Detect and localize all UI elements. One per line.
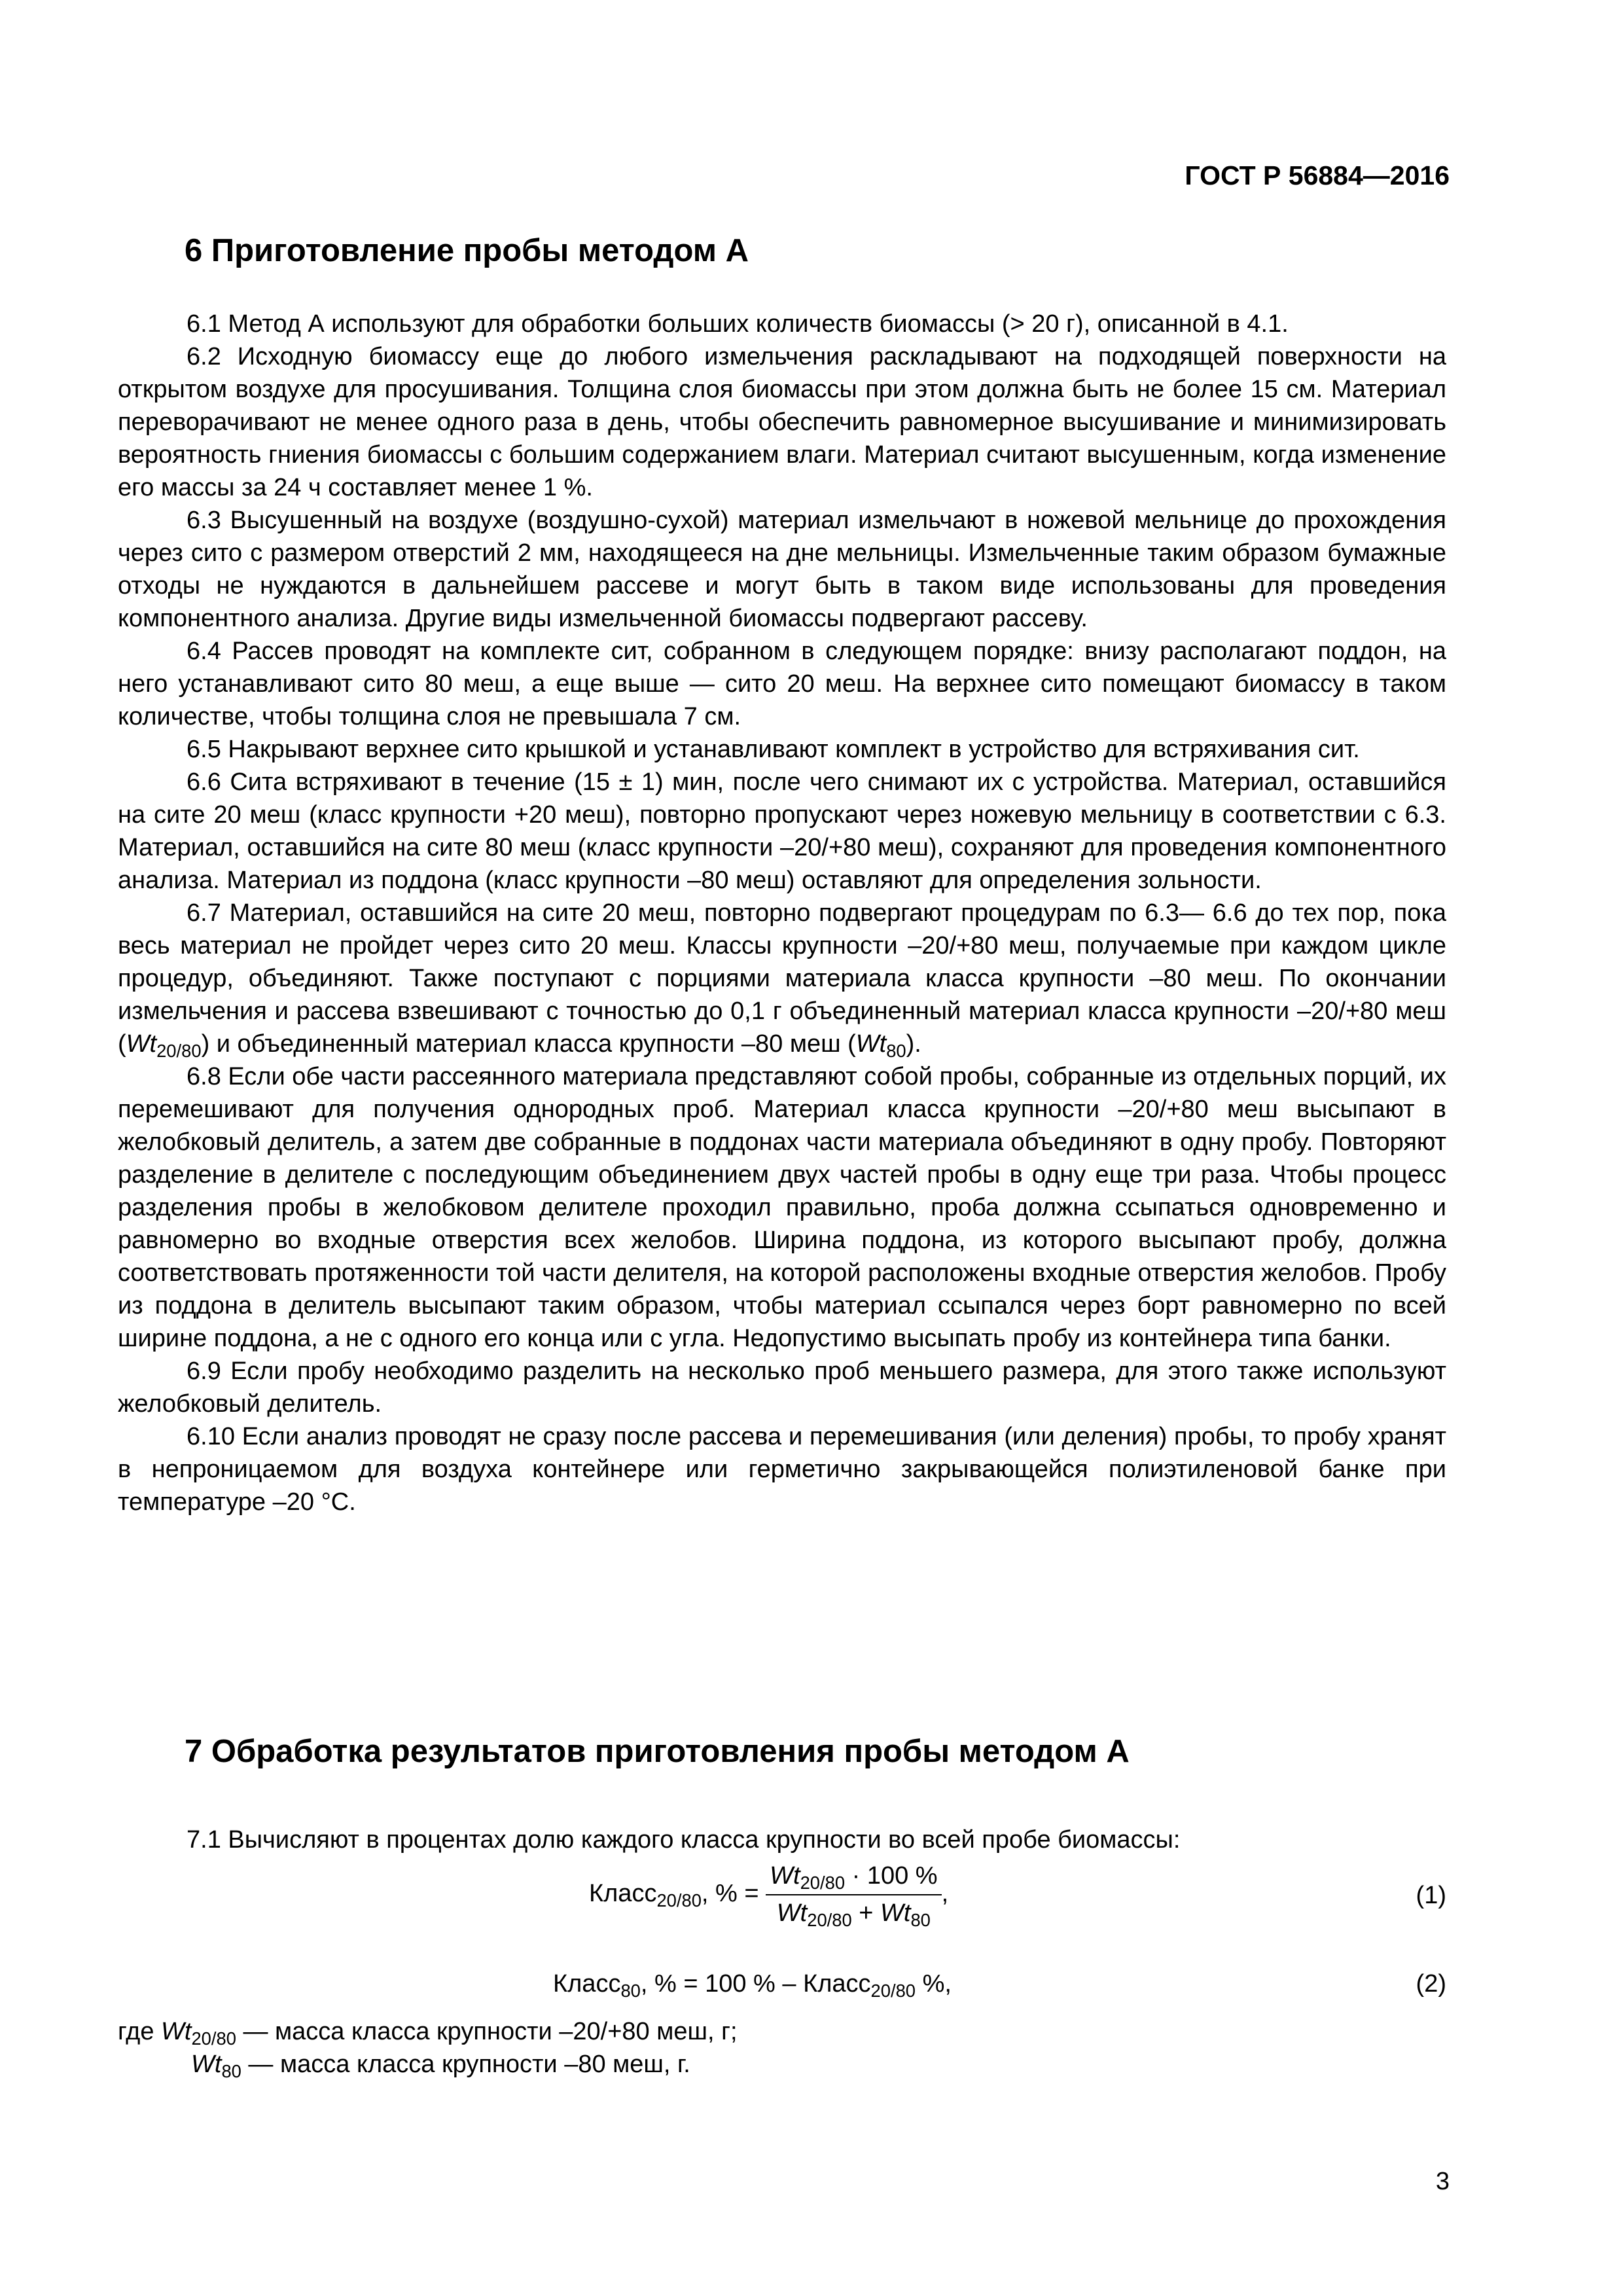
formula-1-lhs (589, 1880, 759, 1911)
paragraph-7-1: 7.1 Вычисляют в процентах долю каждого класса крупности во всей пробе биомассы: (187, 1826, 1181, 1854)
wt-symbol: Wt (191, 2051, 222, 2078)
class-subscript: 80 (620, 1981, 641, 2001)
section-7-heading: 7 Обработка результатов приготовления пробы методом А (185, 1734, 1130, 1769)
paragraph-6-5: 6.5 Накрывают верхнее сито крышкой и устанавливают комплект в устройство для встряхивания сит. (187, 736, 1360, 763)
formula-1 (118, 1862, 1446, 1947)
where-definition: — масса класса крупности –20/+80 меш, г; (236, 2018, 738, 2045)
where-line-2 (191, 2049, 690, 2080)
formula-1-expression (589, 1862, 949, 1931)
class-subscript: 20/80 (656, 1890, 702, 1911)
paragraph-6-7-part-c: ). (906, 1030, 921, 1058)
wt-subscript: 20/80 (800, 1873, 846, 1893)
paragraph-6-1: 6.1 Метод А используют для обработки больших количеств биомассы (> 20 г), описанной в 4.1. (187, 310, 1289, 338)
formula-2-expression (553, 1970, 952, 2001)
fraction-numerator (766, 1862, 941, 1895)
paragraph-6-2: 6.2 Исходную биомассу еще до любого измельчения раскладывают на подходящей поверхности на открытом воздухе для просушивания. Толщина слоя биомассы при этом должна быть не более 15 см. Материал переворачивают не менее одного раза в день, чтобы обеспечить равномерное высушивание и минимизировать вероятность гниения биомассы с большим содержанием влаги. Материал считают высушенным, когда изменение его массы за 24 ч составляет менее 1 %. (118, 343, 1446, 501)
paragraph-6-7-part-b: ) и объединенный материал класса крупности –80 меш ( (201, 1030, 856, 1058)
page-number: 3 (1435, 2168, 1450, 2195)
section-6-heading: 6 Приготовление пробы методом А (185, 233, 749, 268)
paragraph-6-3: 6.3 Высушенный на воздухе (воздушно-сухой) материал измельчают в ножевой мельнице до прохождения через сито с размером отверстий 2 мм, находящееся на дне мельницы. Измельченные таким образом бумажные отходы не нуждаются в дальнейшем рассеве и могут быть в таком виде использованы для проведения компонентного анализа. Другие виды измельченной биомассы подвергают рассеву. (118, 507, 1446, 632)
plus-sign: + (851, 1899, 881, 1927)
paragraph-6-7-part-a: 6.7 Материал, оставшийся на сите 20 меш, повторно подвергают процедурам по 6.3— 6.6 до тех пор, пока весь материал не пройдет через сито 20 меш. Классы крупности –20/+80 меш, получаемые при каждом цикле процедур, объединяют. Также поступают с порциями материала класса крупности –80 меш. По окончании измельчения и рассева взвешивают с точностью до 0,1 г объединенный материал класса крупности –20/+80 меш ( (118, 899, 1446, 1058)
fraction-denominator (766, 1895, 941, 1931)
where-definition: — масса класса крупности –80 меш, г. (241, 2051, 690, 2078)
wt-subscript-80: 80 (886, 1041, 906, 1062)
document-code: ГОСТ Р 56884—2016 (1185, 160, 1450, 190)
paragraph-6-4: 6.4 Рассев проводят на комплекте сит, собранном в следующем порядке: внизу располагают поддон, на него устанавливают сито 80 меш, а еще выше — сито 20 меш. На верхнее сито помещают биомассу в таком количестве, чтобы толщина слоя не превышала 7 см. (118, 637, 1446, 730)
class-label: Класс (589, 1880, 657, 1908)
class-subscript: 20/80 (870, 1981, 916, 2001)
where-line-1 (118, 2016, 738, 2047)
formula-2-number: (2) (1416, 1970, 1446, 1998)
lhs-tail: , % = (701, 1880, 759, 1908)
wt-subscript: 20/80 (191, 2028, 236, 2049)
wt-symbol: Wt (126, 1030, 157, 1058)
paragraph-6-8: 6.8 Если обе части рассеянного материала представляют собой пробы, собранные из отдельных порций, их перемешивают для получения однородных проб. Материал класса крупности –20/+80 меш высыпают в желобковый делитель, а затем две собранные в поддонах части материала объединяют в одну пробу. Повторяют разделение в делителе с последующим объединением двух частей пробы в одну еще три раза. Чтобы процесс разделения пробы в желобковом делителе проходил правильно, проба должна ссыпаться одновременно и равномерно во входные отверстия всех желобов. Ширина поддона, из которого высыпают пробу, должна соответствовать протяженности той части делителя, на которой расположены входные отверстия желобов. Пробу из поддона в делитель высыпают таким образом, чтобы материал ссыпался через борт равномерно по всей ширине поддона, а не с одного его конца или с угла. Недопустимо высыпать пробу из контейнера типа банки. (118, 1063, 1446, 1352)
where-prefix: где (118, 2018, 162, 2045)
wt-symbol: Wt (770, 1862, 800, 1890)
wt-subscript: 80 (221, 2061, 241, 2082)
paragraph-6-6: 6.6 Сита встряхивают в течение (15 ± 1) мин, после чего снимают их с устройства. Материал, оставшийся на сите 20 меш (класс крупности +20 меш), повторно пропускают через ножевую мельницу в соответствии с 6.3. Материал, оставшийся на сите 80 меш (класс крупности –20/+80 меш), сохраняют для проведения компонентного анализа. Материал из поддона (класс крупности –80 меш) оставляют для определения зольности. (118, 768, 1446, 894)
paragraph-6-10: 6.10 Если анализ проводят не сразу после рассева и перемешивания (или деления) пробы, то пробу хранят в непроницаемом для воздуха контейнере или герметично закрывающейся полиэтиленовой банке при температуре –20 °С. (118, 1423, 1446, 1516)
wt-symbol: Wt (161, 2018, 192, 2045)
paragraph-6-7 (118, 897, 1446, 1060)
wt-symbol: Wt (880, 1899, 911, 1927)
paragraph-6-9: 6.9 Если пробу необходимо разделить на несколько проб меньшего размера, для этого также используют желобковый делитель. (118, 1357, 1446, 1418)
section-6-body (118, 308, 1446, 1518)
formula-2-middle: , % = 100 % – Класс (640, 1970, 871, 1998)
wt-subscript: 20/80 (807, 1910, 852, 1931)
wt-symbol: Wt (855, 1030, 887, 1058)
formula-1-fraction (766, 1862, 941, 1931)
wt-subscript-20-80: 20/80 (156, 1041, 202, 1062)
numerator-tail: · 100 % (845, 1862, 938, 1890)
class-label: Класс (553, 1970, 621, 1998)
formula-1-number: (1) (1416, 1882, 1446, 1909)
formula-2-tail: %, (916, 1970, 952, 1998)
formula-1-comma: , (941, 1880, 949, 1908)
wt-symbol: Wt (776, 1899, 808, 1927)
wt-subscript: 80 (910, 1910, 931, 1931)
